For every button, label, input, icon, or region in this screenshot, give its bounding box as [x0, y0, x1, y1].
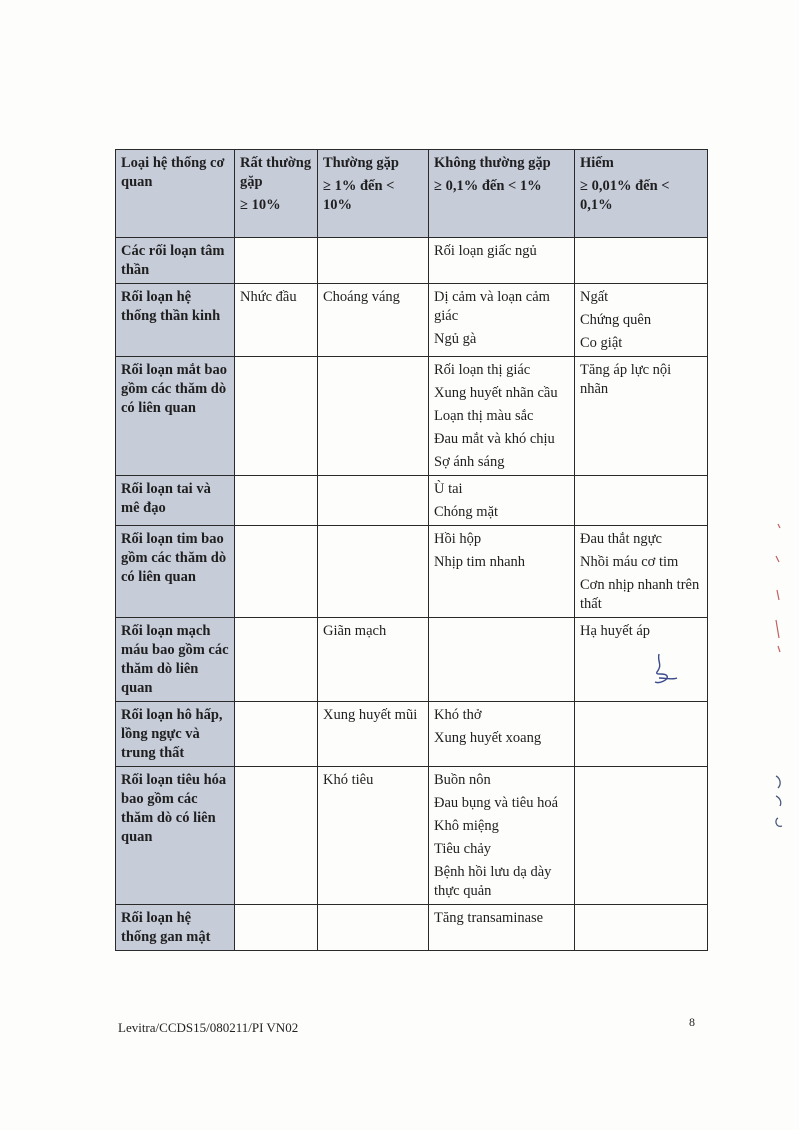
reaction-item: Bệnh hồi lưu dạ dày thực quản: [434, 864, 552, 899]
uncommon-cell: [429, 476, 575, 526]
header-very-common-label: Rất thường gặp: [240, 155, 312, 190]
very-common-cell: [235, 284, 318, 357]
table-header-row: [116, 150, 708, 238]
rare-cell: [575, 238, 708, 284]
uncommon-cell: [429, 767, 575, 905]
system-cell: Rối loạn hô hấp, lồng ngực và trung thất: [116, 702, 235, 767]
reaction-item: Đau thắt ngực: [580, 531, 662, 547]
reaction-item: Dị cảm và loạn cảm giác: [434, 289, 550, 324]
adverse-reactions-table: [115, 149, 708, 951]
reaction-item: Chứng quên: [580, 312, 652, 328]
system-cell: Rối loạn tai và mê đạo: [116, 476, 235, 526]
system-cell: Rối loạn tiêu hóa bao gồm các thăm dò có liên quan: [116, 767, 235, 905]
uncommon-cell: [429, 618, 575, 702]
header-common-label: Thường gặp: [323, 155, 399, 171]
red-stamp-fragment-icon: [768, 520, 788, 660]
reaction-item: Loạn thị màu sắc: [434, 408, 534, 424]
system-cell: Rối loạn hệ thống gan mật: [116, 905, 235, 951]
signature-mark: [645, 650, 685, 695]
very-common-cell: [235, 238, 318, 284]
very-common-cell: [235, 476, 318, 526]
rare-cell: [575, 767, 708, 905]
reaction-item: Tiêu chảy: [434, 841, 492, 857]
header-uncommon-label: Không thường gặp: [434, 155, 551, 171]
uncommon-cell: [429, 702, 575, 767]
common-cell: [318, 284, 429, 357]
reaction-item: Đau mắt và khó chịu: [434, 431, 555, 447]
reaction-item: Buồn nôn: [434, 772, 491, 788]
header-uncommon: [429, 150, 575, 238]
table-row: [116, 905, 708, 951]
uncommon-cell: [429, 238, 575, 284]
table-row: [116, 284, 708, 357]
rare-cell: [575, 476, 708, 526]
system-cell: Các rối loạn tâm thần: [116, 238, 235, 284]
system-cell: Rối loạn hệ thống thần kinh: [116, 284, 235, 357]
system-cell: Rối loạn mắt bao gồm các thăm dò có liên quan: [116, 357, 235, 476]
reaction-item: Tăng áp lực nội nhãn: [580, 362, 672, 397]
handwritten-initial-icon: [645, 650, 685, 690]
reaction-item: Nhức đầu: [240, 289, 297, 305]
reaction-item: Chóng mặt: [434, 504, 499, 520]
header-very-common-range: ≥ 10%: [240, 197, 281, 213]
table-row: [116, 526, 708, 618]
reaction-item: Sợ ánh sáng: [434, 454, 505, 470]
reaction-item: Khó tiêu: [323, 772, 374, 788]
table-row: [116, 702, 708, 767]
header-system: [116, 150, 235, 238]
common-cell: [318, 905, 429, 951]
reaction-item: Rối loạn giấc ngủ: [434, 243, 537, 259]
common-cell: [318, 526, 429, 618]
common-cell: [318, 238, 429, 284]
page-number: 8: [689, 1015, 695, 1029]
very-common-cell: [235, 618, 318, 702]
table-row: [116, 767, 708, 905]
common-cell: [318, 357, 429, 476]
table-body: [116, 238, 708, 951]
system-cell: Rối loạn mạch máu bao gồm các thăm dò liên quan: [116, 618, 235, 702]
table-row: [116, 357, 708, 476]
header-rare-label: Hiếm: [580, 155, 614, 171]
common-cell: [318, 767, 429, 905]
table-row: [116, 618, 708, 702]
reaction-item: Giãn mạch: [323, 623, 387, 639]
reaction-item: Xung huyết xoang: [434, 730, 542, 746]
reaction-item: Cơn nhịp nhanh trên thất: [580, 577, 700, 612]
system-cell: Rối loạn tim bao gồm các thăm dò có liên quan: [116, 526, 235, 618]
uncommon-cell: [429, 526, 575, 618]
rare-cell: [575, 284, 708, 357]
rare-cell: [575, 702, 708, 767]
uncommon-cell: [429, 284, 575, 357]
common-cell: [318, 476, 429, 526]
very-common-cell: [235, 357, 318, 476]
reaction-item: Nhồi máu cơ tim: [580, 554, 679, 570]
reaction-item: Nhịp tim nhanh: [434, 554, 526, 570]
very-common-cell: [235, 767, 318, 905]
table-row: [116, 238, 708, 284]
very-common-cell: [235, 526, 318, 618]
margin-stamp-marks: [768, 520, 788, 663]
common-cell: [318, 618, 429, 702]
reaction-item: Xung huyết nhãn cầu: [434, 385, 558, 401]
very-common-cell: [235, 702, 318, 767]
reaction-item: Ngất: [580, 289, 609, 305]
reaction-item: Xung huyết mũi: [323, 707, 418, 723]
header-common: [318, 150, 429, 238]
header-system-label: Loại hệ thống cơ quan: [121, 155, 225, 190]
reaction-item: Co giật: [580, 335, 623, 351]
reaction-item: Hạ huyết áp: [580, 623, 651, 639]
table-row: [116, 476, 708, 526]
header-very-common: [235, 150, 318, 238]
blue-ink-fragment-icon: [770, 770, 790, 840]
reaction-item: Khô miệng: [434, 818, 499, 834]
reaction-item: Hồi hộp: [434, 531, 482, 547]
header-common-range: ≥ 1% đến < 10%: [323, 178, 395, 213]
rare-cell: [575, 526, 708, 618]
reaction-item: Ngủ gà: [434, 331, 477, 347]
reaction-item: Choáng váng: [323, 289, 400, 305]
document-code: Levitra/CCDS15/080211/PI VN02: [118, 1020, 299, 1035]
header-uncommon-range: ≥ 0,1% đến < 1%: [434, 178, 542, 194]
common-cell: [318, 702, 429, 767]
uncommon-cell: [429, 357, 575, 476]
reaction-item: Rối loạn thị giác: [434, 362, 531, 378]
reaction-item: Khó thở: [434, 707, 482, 723]
reaction-item: Đau bụng và tiêu hoá: [434, 795, 559, 811]
reaction-item: Ù tai: [434, 481, 463, 497]
rare-cell: [575, 905, 708, 951]
rare-cell: [575, 357, 708, 476]
header-rare-range: ≥ 0,01% đến < 0,1%: [580, 178, 670, 213]
uncommon-cell: [429, 905, 575, 951]
reaction-item: Tăng transaminase: [434, 910, 544, 926]
very-common-cell: [235, 905, 318, 951]
rare-cell: [575, 618, 708, 702]
margin-ink-marks: [770, 770, 790, 845]
header-rare: [575, 150, 708, 238]
